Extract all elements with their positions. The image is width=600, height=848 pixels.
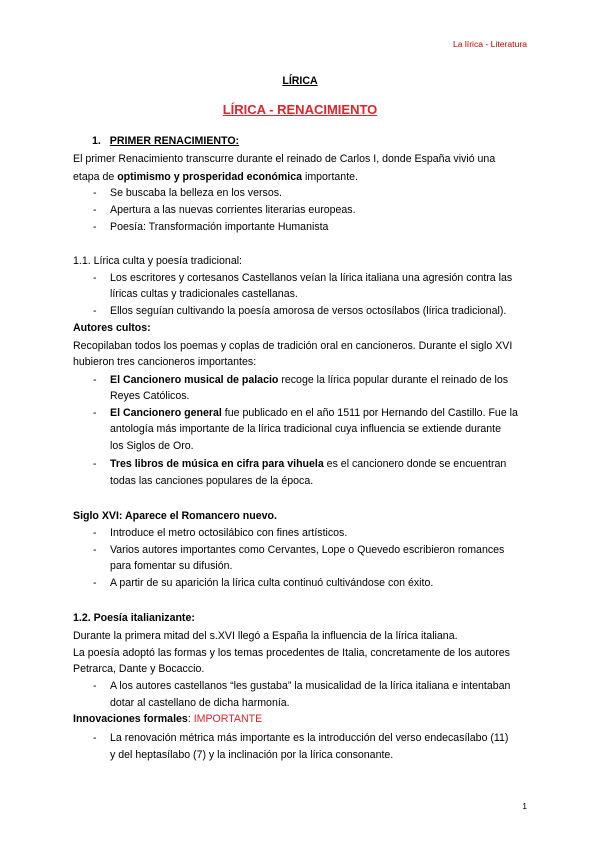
- dash: -: [93, 544, 97, 556]
- paragraph: [73, 170, 358, 185]
- section-1-2-heading: 1.2. Poesía italianizante:: [73, 612, 195, 624]
- list-text: es el cancionero donde se encuentran: [323, 458, 507, 470]
- dash: -: [93, 577, 97, 589]
- paragraph: hubieron tres cancioneros importantes:: [73, 356, 257, 368]
- bold-text: Tres libros de música en cifra para vihuela: [110, 458, 324, 470]
- text: :: [187, 713, 194, 725]
- bold-text: optimismo y prosperidad económica: [117, 171, 303, 183]
- list-item: [93, 186, 282, 201]
- list-item: [93, 576, 434, 591]
- dash: -: [93, 407, 97, 419]
- list-item: [93, 731, 509, 746]
- dash: -: [93, 680, 97, 692]
- section-number: 1.: [92, 135, 101, 147]
- page-title: LÍRICA: [282, 75, 318, 87]
- section-title: PRIMER RENACIMIENTO:: [109, 135, 240, 147]
- dash: -: [93, 527, 97, 539]
- list-text: La renovación métrica más importante es la introducción del verso endecasílabo (11): [110, 732, 509, 744]
- importante-label: IMPORTANTE: [193, 713, 263, 725]
- autores-heading: Autores cultos:: [73, 322, 151, 334]
- bold-text: El Cancionero general: [110, 407, 222, 419]
- list-item: [93, 679, 511, 694]
- section-1-1-heading: 1.1. Lírica culta y poesía tradicional:: [73, 255, 243, 267]
- list-item: [93, 373, 509, 388]
- list-item: [93, 220, 329, 235]
- dash: -: [93, 374, 97, 386]
- bold-text: Innovaciones formales: [73, 713, 188, 725]
- paragraph: Petrarca, Dante y Bocaccio.: [73, 663, 205, 675]
- list-item: [93, 526, 348, 541]
- list-text: Poesía: Transformación importante Humanista: [110, 221, 329, 233]
- page-header: La lírica - Literatura: [452, 39, 527, 49]
- list-text: Ellos seguían cultivando la poesía amorosa de versos octosílabos (lírica tradicional).: [110, 305, 507, 317]
- list-text: los Siglos de Oro.: [110, 440, 194, 452]
- list-text: Se buscaba la belleza en los versos.: [110, 187, 282, 199]
- list-text: recoge la lírica popular durante el reinado de los: [278, 374, 509, 386]
- list-text: todas las canciones populares de la época.: [110, 475, 314, 487]
- page-number: 1: [522, 801, 527, 811]
- list-text: antología más importante de la lírica tradicional cuya influencia se extiende durante: [110, 423, 502, 435]
- list-text: líricas cultas y tradicionales castellanas.: [110, 288, 298, 300]
- list-text: Varios autores importantes como Cervantes, Lope o Quevedo escribieron romances: [110, 544, 505, 556]
- innovaciones-heading: [73, 712, 262, 727]
- list-text: Introduce el metro octosilábico con fines artísticos.: [110, 527, 348, 539]
- list-text: Los escritores y cortesanos Castellanos veían la lírica italiana una agresión contra las: [110, 272, 513, 284]
- bold-text: El Cancionero musical de palacio: [110, 374, 279, 386]
- list-item: [93, 304, 507, 319]
- list-item: [93, 406, 518, 421]
- dash: -: [93, 272, 97, 284]
- paragraph: La poesía adoptó las formas y los temas procedentes de Italia, concretamente de los autores: [73, 647, 510, 659]
- page-subtitle: LÍRICA - RENACIMIENTO: [222, 102, 378, 117]
- siglo-heading: Siglo XVI: Aparece el Romancero nuevo.: [73, 510, 277, 522]
- dash: -: [93, 221, 97, 233]
- dash: -: [93, 187, 97, 199]
- dash: -: [93, 305, 97, 317]
- dash: -: [93, 732, 97, 744]
- paragraph: Recopilaban todos los poemas y coplas de tradición oral en cancioneros. Durante el siglo XVI: [73, 340, 513, 352]
- list-text: A partir de su aparición la lírica culta continuó cultivándose con éxito.: [110, 577, 434, 589]
- list-text: para fomentar su difusión.: [110, 560, 233, 572]
- dash: -: [93, 204, 97, 216]
- dash: -: [93, 458, 97, 470]
- section-1-heading: [92, 134, 239, 149]
- paragraph: El primer Renacimiento transcurre durante el reinado de Carlos I, donde España vivió una: [73, 153, 496, 165]
- list-item: [93, 203, 356, 218]
- list-text: A los autores castellanos “les gustaba” la musicalidad de la lírica italiana e intentaban: [110, 680, 511, 692]
- text: etapa de: [73, 171, 118, 183]
- list-item: [93, 271, 513, 286]
- list-text: Apertura a las nuevas corrientes literarias europeas.: [110, 204, 356, 216]
- list-item: [93, 543, 505, 558]
- text: importante.: [302, 171, 358, 183]
- list-item: [93, 457, 507, 472]
- list-text: dotar al castellano de dicha harmonía.: [110, 697, 290, 709]
- list-text: y del heptasílabo (7) y la inclinación por la lírica consonante.: [110, 749, 394, 761]
- list-text: Reyes Católicos.: [110, 390, 190, 402]
- list-text: fue publicado en el año 1511 por Hernando del Castillo. Fue la: [221, 407, 518, 419]
- paragraph: Durante la primera mitad del s.XVI llegó a España la influencia de la lírica italiana.: [73, 630, 458, 642]
